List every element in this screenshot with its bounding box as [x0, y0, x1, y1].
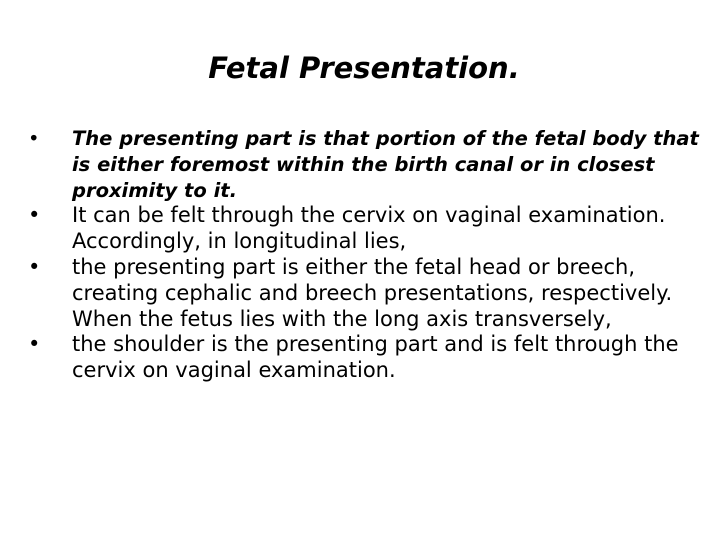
bullet-text: It can be felt through the cervix on vaginal examination. Accordingly, in longitudinal lies,	[72, 203, 666, 254]
bullet-dot-icon: •	[28, 203, 41, 228]
bullet-item	[28, 332, 708, 384]
bullet-item	[28, 203, 708, 255]
bullet-item	[28, 126, 708, 203]
slide-title: Fetal Presentation.	[208, 51, 520, 85]
bullet-text: The presenting part is that portion of the fetal body that is either foremost within the birth canal or in closest proximity to it.	[72, 127, 699, 202]
bullet-dot-icon: •	[28, 332, 41, 357]
bullet-item	[28, 255, 708, 332]
bullet-dot-icon: •	[28, 127, 40, 150]
bullet-text: the presenting part is either the fetal head or breech, creating cephalic and breech presentations, respectively. When the fetus lies with the long axis transversely,	[72, 254, 673, 331]
bullet-text: the shoulder is the presenting part and is felt through the cervix on vaginal examination.	[72, 332, 679, 383]
bullet-dot-icon: •	[28, 254, 41, 279]
bullet-list	[28, 126, 708, 384]
